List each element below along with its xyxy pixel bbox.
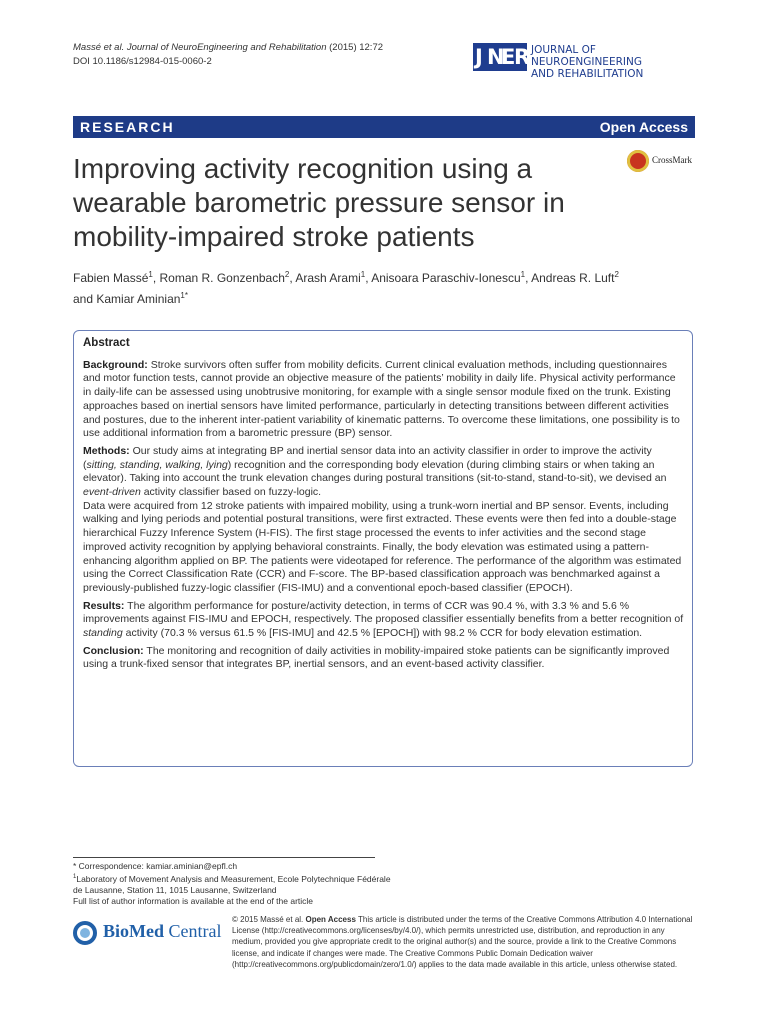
abstract-heading: Abstract xyxy=(83,337,130,349)
section-label: RESEARCH xyxy=(80,119,175,135)
logo-letter-r: R xyxy=(514,45,531,69)
author: Arash Arami xyxy=(295,271,361,285)
author-affiliation: 2 xyxy=(614,270,619,279)
conclusion-label: Conclusion: xyxy=(83,644,144,657)
affiliation-marker: 1 xyxy=(73,874,77,880)
journal-name-line2: AND REHABILITATION xyxy=(531,68,644,80)
abstract-box xyxy=(73,330,693,767)
abstract-conclusion xyxy=(83,645,685,672)
license-open-access: Open Access xyxy=(305,915,356,924)
section-banner xyxy=(73,116,695,138)
abstract-methods xyxy=(83,445,685,596)
author-affiliation: 1 xyxy=(360,270,366,279)
author-affiliation: 1 xyxy=(520,270,526,279)
background-label: Background: xyxy=(83,358,148,371)
footnotes xyxy=(73,861,393,907)
journal-name xyxy=(531,44,701,80)
crossmark-label: CrossMark xyxy=(652,155,692,165)
open-access-label: Open Access xyxy=(599,119,688,135)
affiliation-text: Laboratory of Movement Analysis and Measurement, Ecole Polytechnique Fédérale de Lausanne, Station 11, 1015 Lausanne, Switzerland xyxy=(73,873,391,895)
logo-letter-n: N xyxy=(487,45,505,69)
author: Fabien Massé xyxy=(73,271,149,285)
crossmark-icon xyxy=(627,150,649,172)
full-list-note: Full list of author information is available at the end of the article xyxy=(73,895,314,906)
methods-label: Methods: xyxy=(83,444,130,457)
correspondence: * Correspondence: kamiar.aminian@epfl.ch xyxy=(73,861,238,871)
author: Roman R. Gonzenbach xyxy=(159,271,285,285)
author-joiner: and xyxy=(73,292,94,306)
logo-letter-j: J xyxy=(475,45,483,69)
doi: DOI 10.1186/s12984-015-0060-2 xyxy=(73,56,212,67)
license-body: This article is distributed under the terms of the Creative Commons Attribution 4.0 International License (http://creativecommons.org/licenses/by/4.0/), which permits unrestricted use, distribution, and reproduction in any medium, provided you give appropriate credit to the original author(s) and the source, provide a link to the Creative Commons license, and indicate if changes were made. The Creative Commons Public Domain Dedication waiver (http://creativecommons.org/publicdomain/zero/1.0/) applies to the data made available in this article, unless otherwise stated. xyxy=(232,915,693,969)
footnote-divider xyxy=(73,857,375,858)
logo-rest: Central xyxy=(168,921,222,941)
journal-logo-mark xyxy=(473,43,531,71)
background-text: Stroke survivors often suffer from mobility deficits. Current clinical evaluation methods, including questionnaires and motor function tests, cannot provide an objective measure of the patients’ mobility in daily life. Physical activity performance in daily-life can be assessed using unobtrusive monitoring, for example with a single sensor module fixed on the trunk. Existing approaches based on inertial sensors have limited performance, particularly in detecting transitions between different activities and postures, due to the inherent inter-patient variability of kinematic patterns. To overcome these limitations, one possibility is to use additional information from a barometric pressure (BP) sensor. xyxy=(83,358,680,440)
author-affiliation: 2 xyxy=(284,270,290,279)
author: Anisoara Paraschiv-Ionescu xyxy=(371,271,521,285)
results-standing: standing xyxy=(83,627,123,640)
biomed-central-logo xyxy=(73,919,233,951)
citation-journal: Massé et al. Journal of NeuroEngineering and Rehabilitation xyxy=(73,42,327,53)
methods-data-text: Data were acquired from 12 stroke patients with impaired mobility, using a trunk-worn inertial and BP sensor. Events, including walking and lying periods and potential postural transitions, were first extracted. These events were then fed into a double-stage hierarchical Fuzzy Inference System (H-FIS). The first stage processed the events to infer activities and the second stage improved activity recognition by applying behavioral constraints. Finally, the body elevation was estimated using a pattern-enhancing algorithm applied on BP. The patients were videotaped for reference. The performance of the algorithm was estimated using the Correct Classification Rate (CCR) and F-score. The BP-based classification approach was benchmarked against a previously-published fuzzy-logic classifier (FIS-IMU) and a conventional epoch-based classifier (EPOCH). xyxy=(83,499,682,594)
methods-text: Our study aims at integrating BP and inertial sensor data into an activity classifier in order to improve the activity ( xyxy=(83,444,652,471)
results-text: activity (70.3 % versus 61.5 % [FIS-IMU] and 42.5 % [EPOCH]) with 98.2 % CCR for body elevation estimation. xyxy=(122,627,643,640)
journal-name-line1: JOURNAL OF NEUROENGINEERING xyxy=(531,44,642,68)
biomed-central-ring-icon xyxy=(73,921,97,945)
logo-bold: BioMed xyxy=(103,921,164,941)
methods-activities: sitting, standing, walking, lying xyxy=(86,458,228,471)
crossmark-badge[interactable] xyxy=(627,150,707,172)
logo-letter-e: E xyxy=(501,45,516,69)
author-affiliation: 1* xyxy=(180,291,188,300)
citation-volume: (2015) 12:72 xyxy=(329,42,384,53)
article-title: Improving activity recognition using a wearable barometric pressure sensor in mobility-impaired stroke patients xyxy=(73,153,565,252)
journal-logo xyxy=(473,43,695,80)
author-list: Fabien Massé$^1$, Roman R. Gonzenbach$^2$, Arash Arami$^1$, Anisoara Paraschiv-Ionescu$^1$, Andreas R. Luft$^2$ and Kamiar Aminian$^{1*}$ xyxy=(73,270,619,306)
citation xyxy=(73,41,383,69)
methods-text: activity classifier based on fuzzy-logic. xyxy=(140,486,322,499)
author: Andreas R. Luft xyxy=(531,271,615,285)
abstract-results xyxy=(83,600,685,641)
affiliation-1 xyxy=(73,872,393,896)
methods-event-driven: event-driven xyxy=(83,486,141,499)
author-affiliation: 1 xyxy=(148,270,153,279)
results-text: The algorithm performance for posture/activity detection, in terms of CCR was 90.4 %, with 3.3 % and 5.6 % improvements against FIS-IMU and EPOCH, respectively. The proposed classifier essentially benefits from a better recognition of xyxy=(83,599,684,626)
conclusion-text: The monitoring and recognition of daily activities in mobility-impaired stoke patients can be significantly improved using a trunk-fixed sensor that integrates BP, inertial sensors, and an event-based activity classifier. xyxy=(83,644,670,671)
author: Kamiar Aminian xyxy=(96,292,181,306)
abstract-background xyxy=(83,359,685,441)
results-label: Results: xyxy=(83,599,125,612)
methods-text: ) recognition and the corresponding body elevation (during climbing stairs or when taking an elevator). Taking into account the trunk elevation changes during postural transitions (sit-to-stand, stand-to-sit), we devised an xyxy=(83,458,667,485)
license-copyright: © 2015 Massé et al. xyxy=(232,915,304,924)
license-text xyxy=(232,914,694,970)
